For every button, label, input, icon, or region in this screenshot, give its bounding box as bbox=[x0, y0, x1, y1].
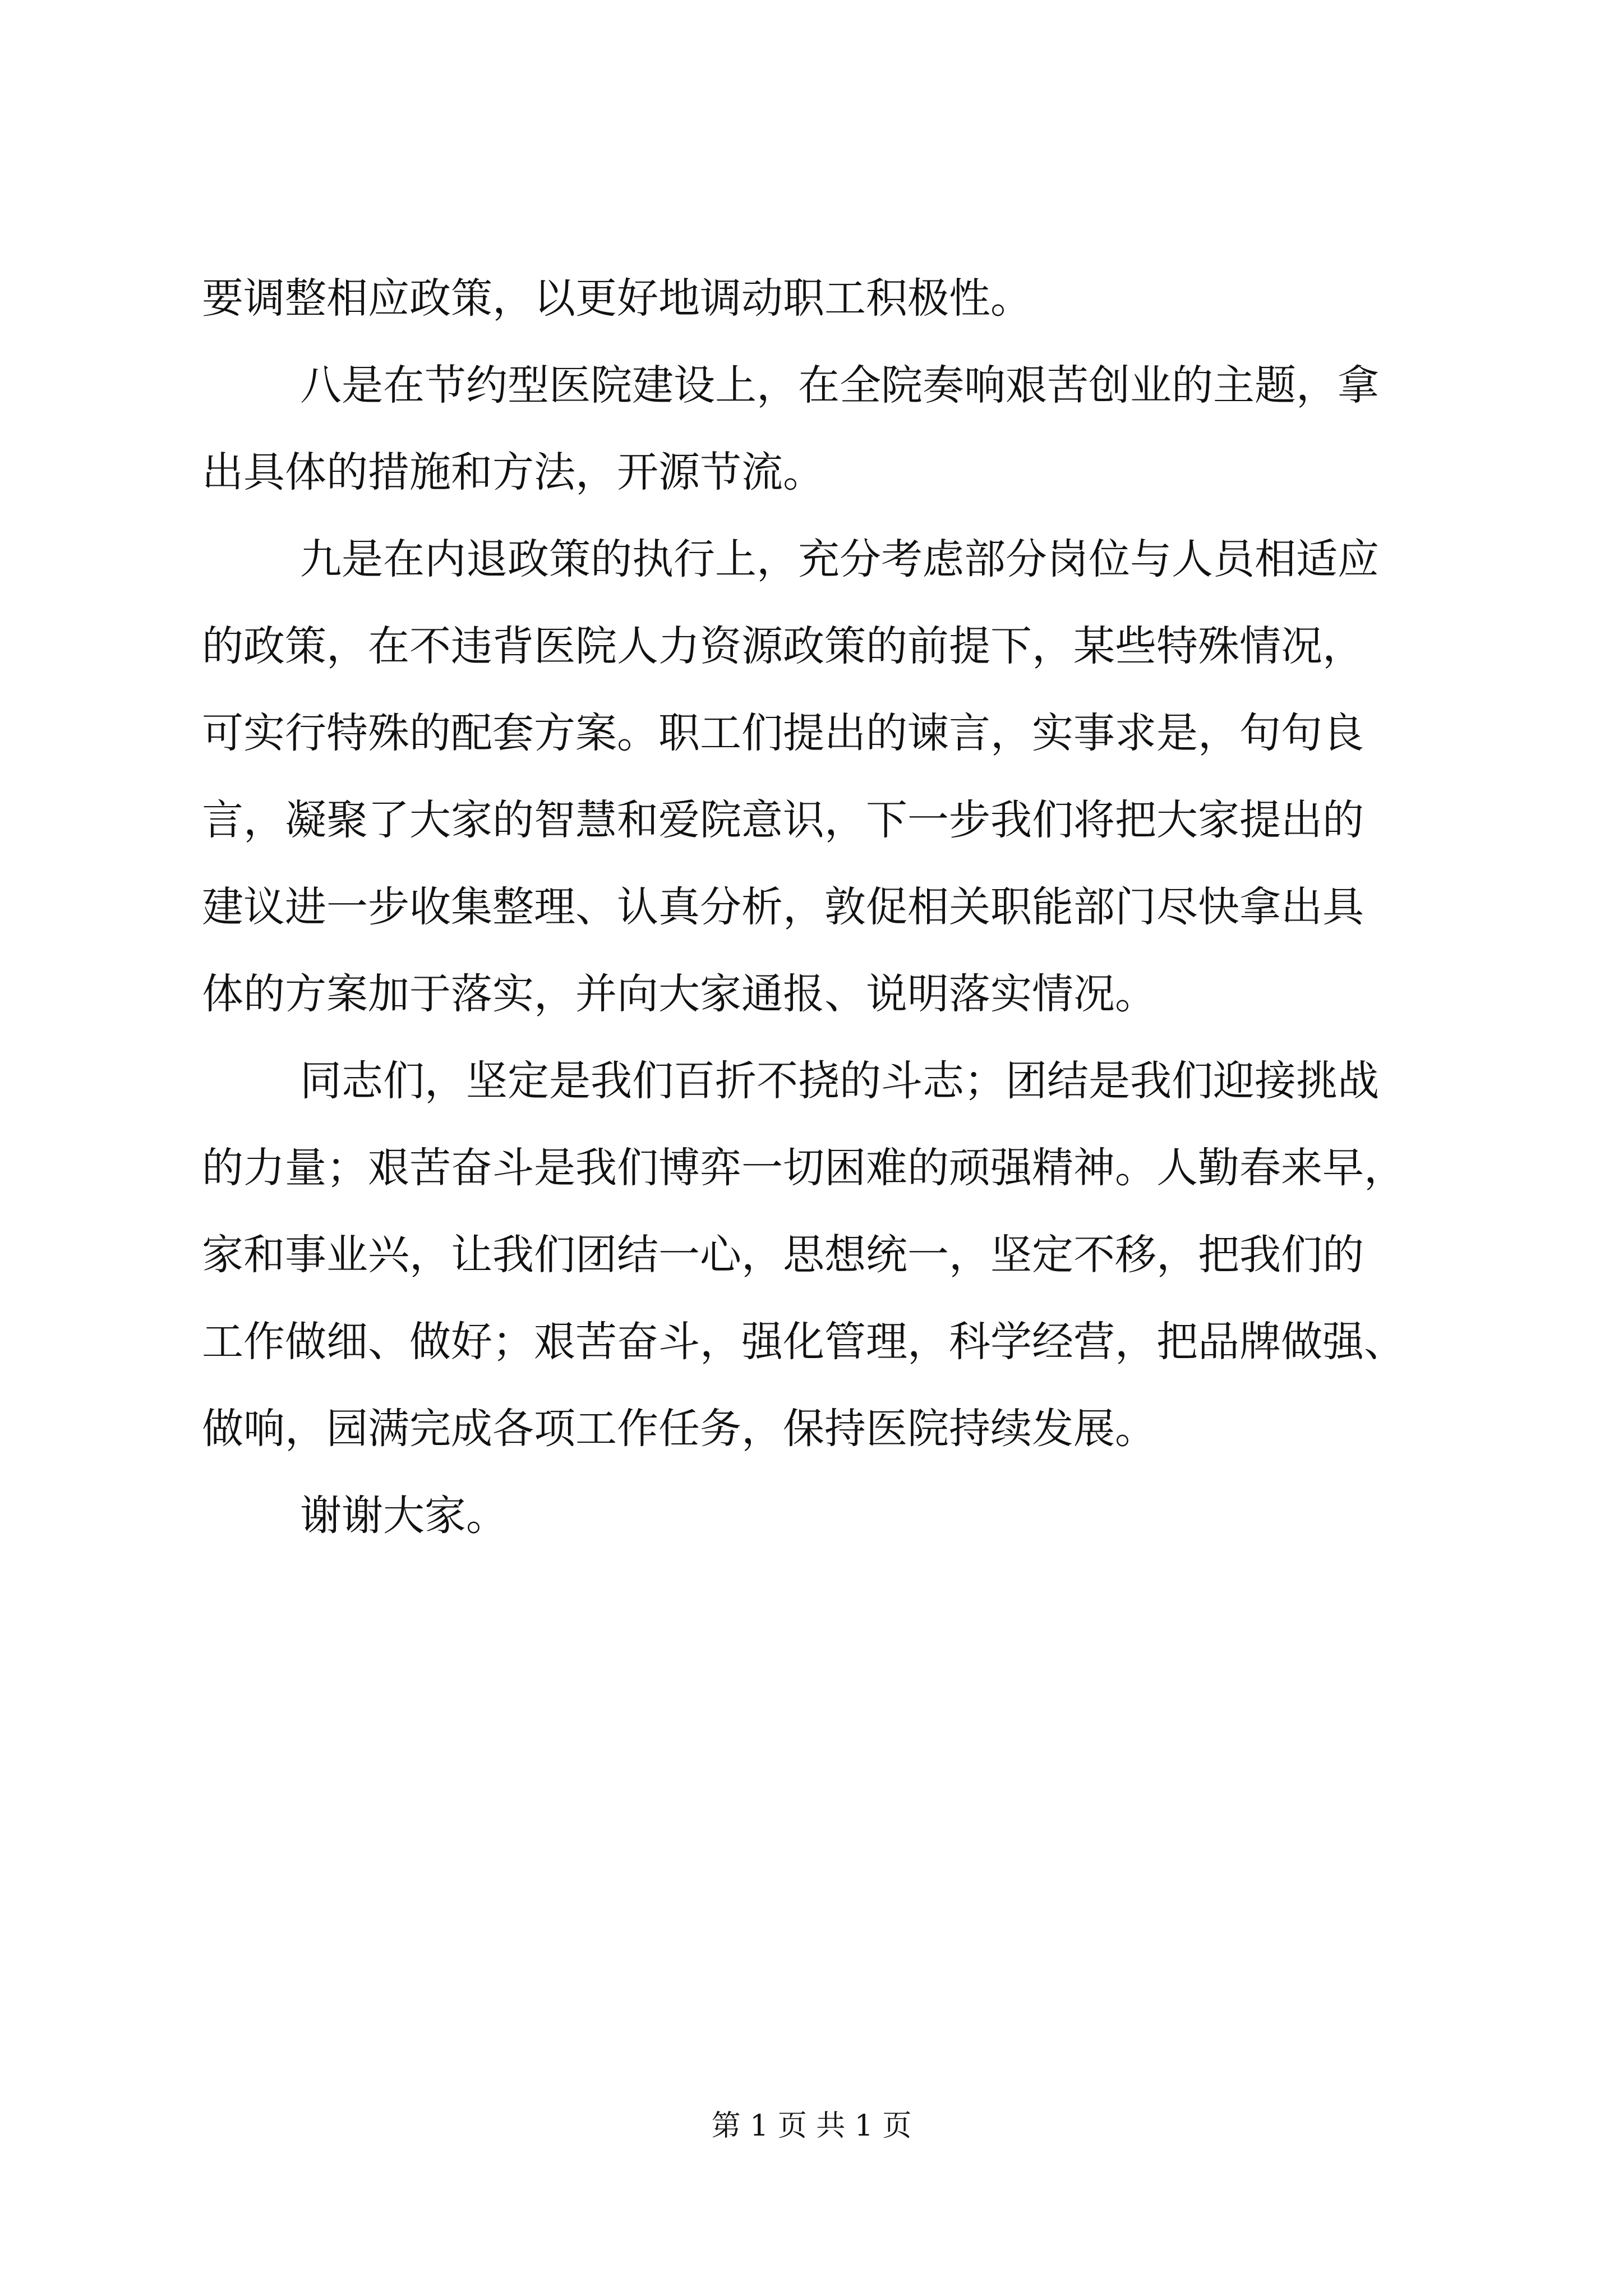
document-body bbox=[202, 255, 1424, 1559]
text-line: 体的方案加于落实，并向大家通报、说明落实情况。 bbox=[202, 970, 1156, 1018]
text-line: 可实行特殊的配套方案。职工们提出的谏言，实事求是，句句良 bbox=[202, 709, 1364, 757]
text-line: 家和事业兴，让我们团结一心，思想统一，坚定不移，把我们的 bbox=[202, 1231, 1364, 1279]
text-line: 工作做细、做好；艰苦奋斗，强化管理，科学经营，把品牌做强、 bbox=[202, 1318, 1405, 1366]
text-line: 建议进一步收集整理、认真分析，敦促相关职能部门尽快拿出具 bbox=[202, 883, 1364, 931]
text-line: 做响，园满完成各项工作任务，保持医院持续发展。 bbox=[202, 1405, 1156, 1453]
text-line: 九是在内退政策的执行上，充分考虑部分岗位与人员相适应 bbox=[300, 535, 1379, 583]
text-line: 要调整相应政策，以更好地调动职工积极性。 bbox=[202, 274, 1032, 323]
text-line: 的力量；艰苦奋斗是我们博弈一切困难的顽强精神。人勤春来早， bbox=[202, 1144, 1405, 1192]
text-line: 的政策，在不违背医院人力资源政策的前提下，某些特殊情况， bbox=[202, 622, 1364, 670]
text-line: 言，凝聚了大家的智慧和爱院意识，下一步我们将把大家提出的 bbox=[202, 796, 1364, 844]
text-line: 出具体的措施和方法，开源节流。 bbox=[202, 448, 824, 496]
page-number-footer: 第 1 页 共 1 页 bbox=[711, 2109, 912, 2143]
text-line: 八是在节约型医院建设上，在全院奏响艰苦创业的主题，拿 bbox=[300, 361, 1379, 409]
text-line: 谢谢大家。 bbox=[300, 1492, 508, 1540]
text-line: 同志们，坚定是我们百折不挠的斗志；团结是我们迎接挑战 bbox=[300, 1057, 1379, 1105]
